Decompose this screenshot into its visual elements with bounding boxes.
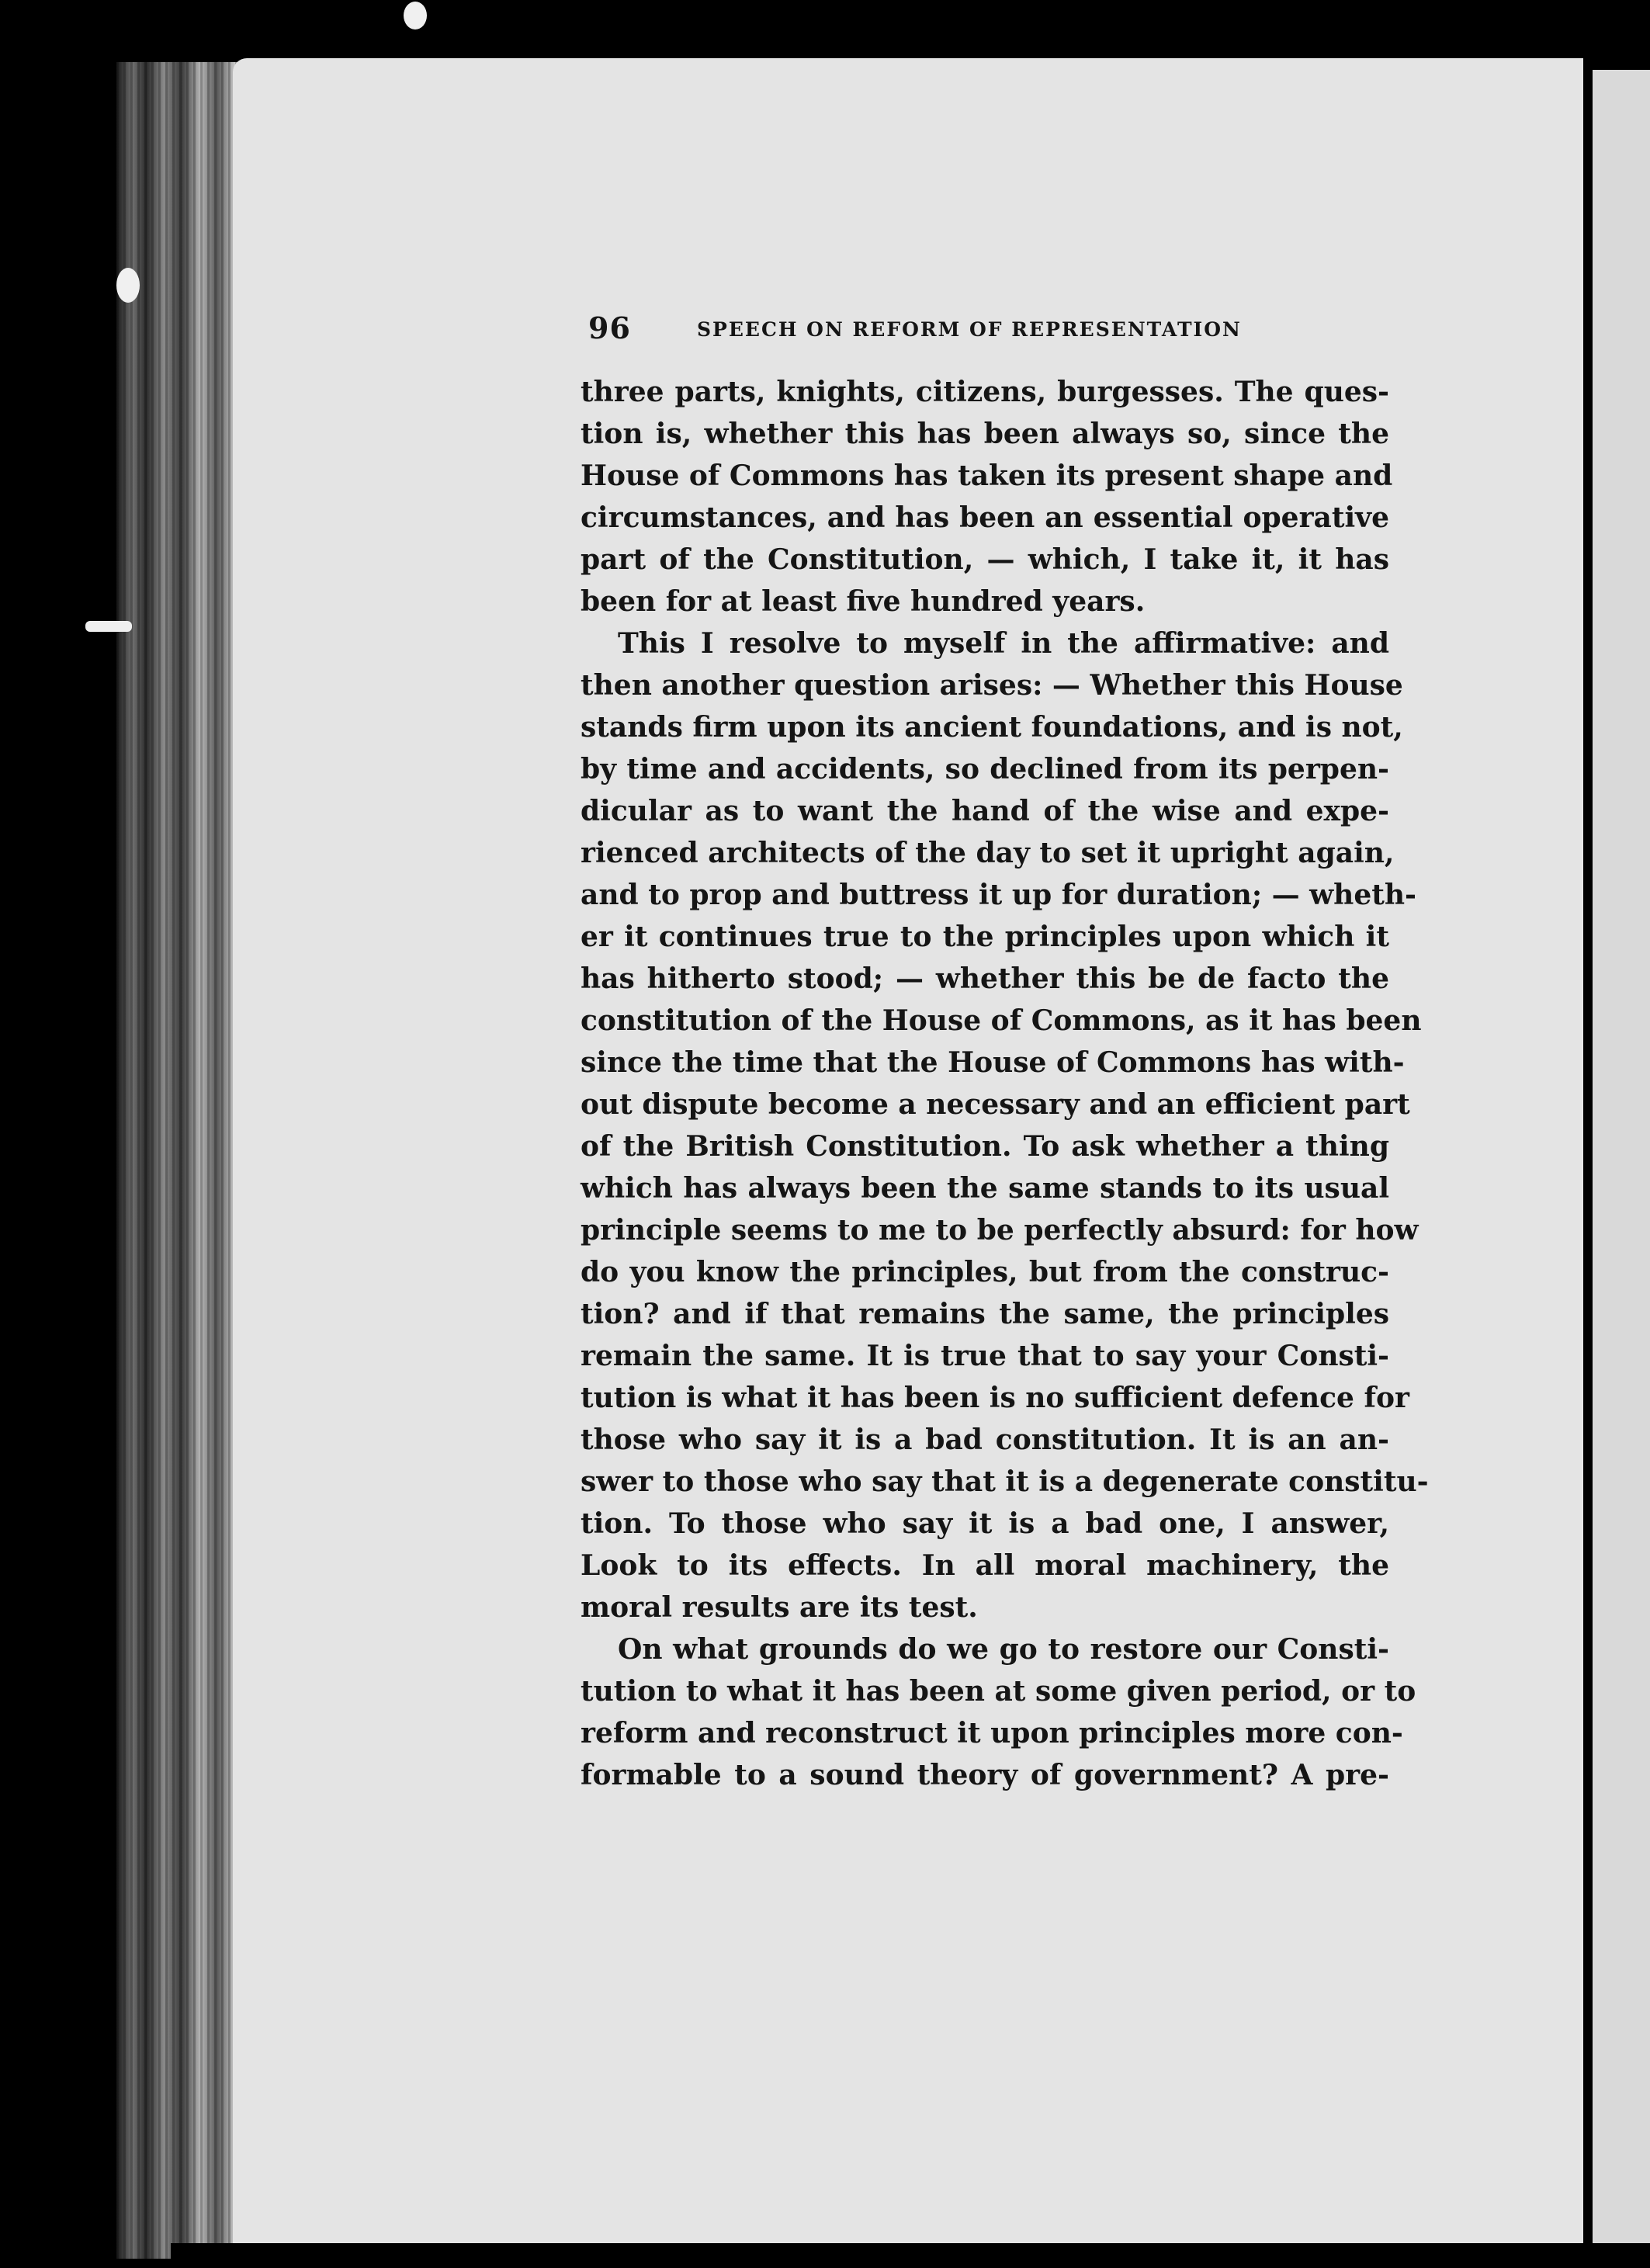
text-line: er it continues true to the principles upon which it [581, 921, 1389, 953]
text-line: out dispute become a necessary and an efficient part [581, 1088, 1410, 1121]
bottom-shadow [171, 2243, 1650, 2268]
text-line: tution to what it has been at some given period, or to [581, 1675, 1416, 1708]
text-line: swer to those who say that it is a degenerate constitu- [581, 1465, 1429, 1498]
text-line: tution is what it has been is no sufficient defence for [581, 1382, 1409, 1414]
text-column [581, 310, 1429, 1796]
text-line: part of the Constitution, — which, I take it, it has [581, 543, 1389, 576]
text-line: by time and accidents, so declined from its perpen- [581, 753, 1389, 785]
text-line: of the British Constitution. To ask whether a thing [581, 1130, 1389, 1163]
paragraph [581, 371, 1393, 622]
scan-speck [116, 268, 140, 303]
text-line: do you know the principles, but from the construc- [581, 1256, 1389, 1288]
text-line: stands firm upon its ancient foundations, and is not, [581, 711, 1403, 744]
paragraph [581, 622, 1429, 1628]
text-line: rienced architects of the day to set it upright again, [581, 837, 1395, 869]
text-line: tion? and if that remains the same, the principles [581, 1298, 1389, 1330]
text-line: House of Commons has taken its present shape and [581, 459, 1393, 492]
text-line: constitution of the House of Commons, as it has been [581, 1004, 1422, 1037]
text-line: three parts, knights, citizens, burgesses. The ques- [581, 376, 1389, 408]
text-line: On what grounds do we go to restore our Consti- [618, 1633, 1389, 1666]
text-line: and to prop and buttress it up for duration; — wheth- [581, 879, 1416, 911]
scan-speck [404, 2, 427, 29]
text-line: which has always been the same stands to its usual [581, 1172, 1389, 1205]
text-line: reform and reconstruct it upon principles more con- [581, 1717, 1403, 1750]
text-line: then another question arises: — Whether this House [581, 669, 1403, 702]
text-line: dicular as to want the hand of the wise and expe- [581, 795, 1389, 827]
text-line: those who say it is a bad constitution. It is an an- [581, 1424, 1389, 1456]
text-line: since the time that the House of Commons has with- [581, 1046, 1405, 1079]
text-line: remain the same. It is true that to say your Consti- [581, 1340, 1389, 1372]
text-line: circumstances, and has been an essential operative [581, 501, 1389, 534]
text-line: principle seems to me to be perfectly absurd: for how [581, 1214, 1419, 1247]
text-line: been for at least five hundred years. [581, 585, 1146, 618]
text-line: formable to a sound theory of government? A pre- [581, 1759, 1389, 1791]
facing-page-edge [1593, 70, 1650, 2259]
text-line: Look to its effects. In all moral machinery, the [581, 1549, 1389, 1582]
text-line: tion is, whether this has been always so, since the [581, 418, 1389, 450]
page-gutter-edge [1583, 54, 1593, 2259]
running-title: SPEECH ON REFORM OF REPRESENTATION [697, 318, 1242, 341]
paragraph [581, 1628, 1416, 1796]
scan-speck [85, 621, 132, 632]
binding-texture [116, 62, 252, 2259]
text-line: tion. To those who say it is a bad one, I answer, [581, 1507, 1389, 1540]
text-line: moral results are its test. [581, 1591, 978, 1624]
running-head [581, 310, 1389, 357]
text-line: This I resolve to myself in the affirmative: and [618, 627, 1389, 660]
page-number: 96 [588, 310, 631, 345]
text-line: has hitherto stood; — whether this be de facto the [581, 962, 1389, 995]
